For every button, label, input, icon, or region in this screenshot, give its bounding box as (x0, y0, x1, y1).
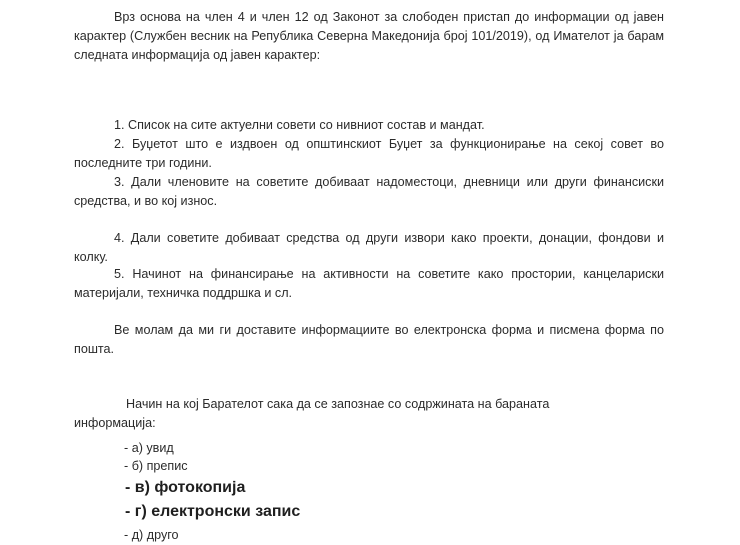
request-paragraph: Ве молам да ми ги доставите информациите во електронска форма и писмена форма по пошта. (74, 323, 664, 356)
option-c: - в) фотокопија (125, 479, 246, 496)
list-item-2: 2. Буџетот што е издвоен од општинскиот Буџет за функционирање на секој совет во последните три години. (74, 137, 664, 170)
option-a: - а) увид (124, 441, 174, 455)
option-b: - б) препис (124, 459, 188, 473)
list-item-3: 3. Дали членовите на советите добиваат надоместоци, дневници или други финансиски средства, и во кој износ. (74, 175, 664, 208)
option-e: - д) друго (124, 528, 179, 542)
intro-paragraph: Врз основа на член 4 и член 12 од Законот за слободен пристап до информации од јавен карактер (Службен весник на Република Северна Македонија број 101/2019), од Имателот ја барам следната информација од јавен карактер: (74, 10, 664, 62)
option-d: - г) електронски запис (125, 503, 301, 520)
method-intro: Начин на кој Барателот сака да се запознае со содржината на бараната информација: (74, 397, 550, 430)
list-item-1: 1. Список на сите актуелни совети со нивниот состав и мандат. (114, 118, 485, 132)
list-item-4: 4. Дали советите добиваат средства од други извори како проекти, донации, фондови и колку. (74, 231, 664, 264)
list-item-5: 5. Начинот на финансирање на активности на советите како простории, канцелариски материјали, техничка поддршка и сл. (74, 267, 664, 300)
